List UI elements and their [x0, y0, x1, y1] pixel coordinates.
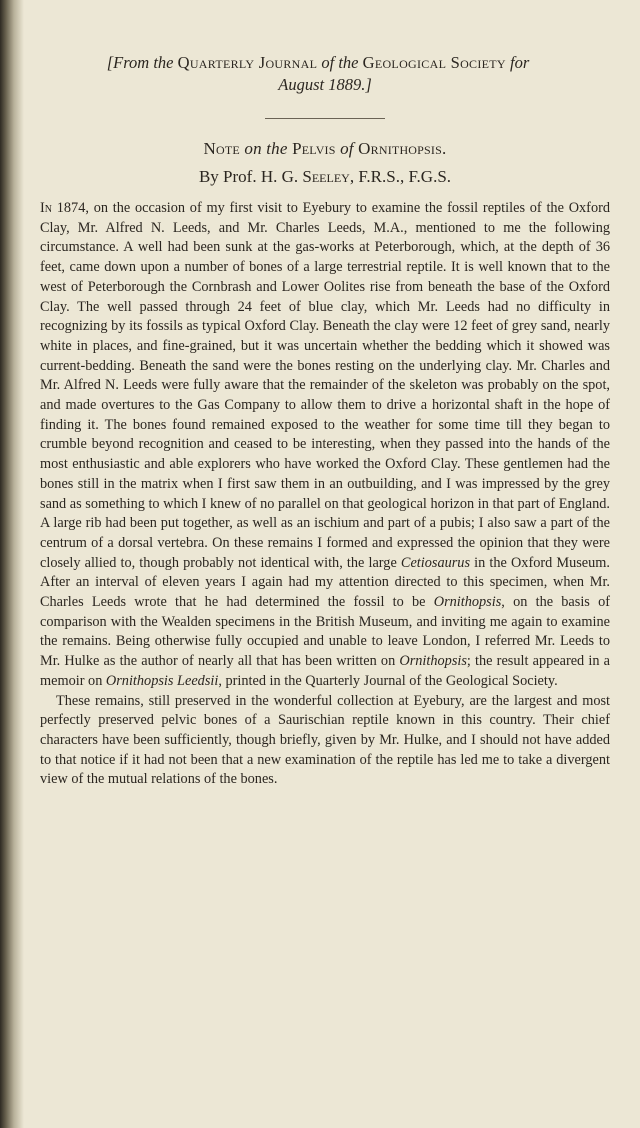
- article-body: [40, 199, 610, 790]
- taxon-ornithopsis-leedsii: Ornithopsis Leedsii: [105, 672, 219, 689]
- title-pelvis: Pelvis: [292, 139, 336, 158]
- paragraph-1-text-d: ; the result appeared in a memoir on: [40, 653, 610, 689]
- source-line: [26, 52, 610, 74]
- paragraph-1-text-e: , printed in the Quarterly Journal of the Geological Society.: [218, 672, 558, 689]
- taxon-ornithopsis: Ornithopsis: [399, 653, 467, 670]
- title-note: Note: [203, 139, 240, 158]
- book-gutter: [0, 0, 24, 1128]
- society-name: Geological Society: [362, 53, 506, 72]
- paragraph-2: These remains, still preserved in the wonderful collection at Eyebury, are the largest and most perfectly preserved pelvic bones of a Saurischian reptile known in this country. Their chief characters have been sufficiently, though briefly, given by Mr. Hulke, and I should not have added to that notice if it had not been that a new examination of the reptile has led me to take a divergent view of the mutual relations of the bones.: [40, 692, 610, 788]
- author-prefix: By Prof. H. G.: [198, 167, 299, 186]
- paragraph-1-text-a: 1874, on the occasion of my first visit to Eyebury to examine the fossil reptiles of the Oxford Clay, Mr. Alfred N. Leeds, and Mr. Charles Leeds, M.A., mentioned to me the following circumstance. A well had been sunk at the gas-works at Peterborough, which, at the depth of 36 feet, came down upon a number of bones of a large terrestrial reptile. It is well known that to the west of Peterborough the Cornbrash and Lower Oolites rise from beneath the base of the Oxford Clay. The well passed through 24 feet of blue clay, which Mr. Leeds had no difficulty in recognizing by its fossils as typical Oxford Clay. Beneath the clay were 12 feet of grey sand, nearly white in places, and fine-grained, but it was uncertain whether the bedding which it showed was current-bedding. Beneath the sand were the bones resting on the underlying clay. Mr. Charles and Mr. Alfred N. Leeds were fully aware that the remainder of the skeleton was probably on the spot, and made overtures to the Gas Company to allow them to drive a horizontal shaft in the hope of finding it. The bones found remained exposed to the weather for some time till they began to crumble beyond recognition and ceased to be interesting, when they passed into the hands of the most enthusiastic and able explorers who have worked the Oxford Clay. These gentlemen had the bones still in the matrix when I first saw them in an outbuilding, and I was impressed by the grey sand as something to which I knew of no parallel on that geological horizon in that part of England. A large rib had been put together, as well as an ischium and part of a pubis; I also saw a part of the centrum of a dorsal vertebra. On these remains I formed and expressed the opinion that they were closely allied to, though probably not identical with, the large: [40, 200, 610, 571]
- of-the-text: of the: [321, 53, 359, 72]
- paragraph-1: [40, 199, 610, 692]
- paragraph-1-text-c: , on the basis of comparison with the Wealden specimens in the British Museum, and inviting me again to examine the remains. Being otherwise fully occupied and unable to leave London, I referred Mr. Leeds to Mr. Hulke as the author of nearly all that has been written on: [40, 594, 611, 670]
- taxon-ornithopsis: Ornithopsis: [433, 594, 502, 611]
- document-page: [40, 52, 610, 790]
- note-title: [40, 137, 610, 161]
- paragraph-1-text-b: in the Oxford Museum. After an interval of eleven years I again had my attention directed to this specimen, when Mr. Charles Leeds wrote that he had determined the fossil to be: [40, 554, 610, 611]
- taxon-cetiosaurus: Cetiosaurus: [400, 554, 471, 571]
- author-line: [40, 165, 610, 189]
- from-prefix: [From the: [106, 53, 174, 72]
- divider-rule: [265, 118, 385, 119]
- title-genus: Ornithopsis.: [358, 139, 447, 158]
- title-on-the: on the: [244, 139, 288, 158]
- author-credentials: , F.R.S., F.G.S.: [349, 167, 452, 186]
- journal-name: Quarterly Journal: [177, 53, 318, 72]
- paragraph-lead: In: [40, 200, 52, 216]
- for-text: for: [510, 53, 530, 72]
- author-name: Seeley: [302, 167, 350, 186]
- source-date: August 1889.]: [278, 75, 372, 94]
- title-of: of: [340, 139, 354, 158]
